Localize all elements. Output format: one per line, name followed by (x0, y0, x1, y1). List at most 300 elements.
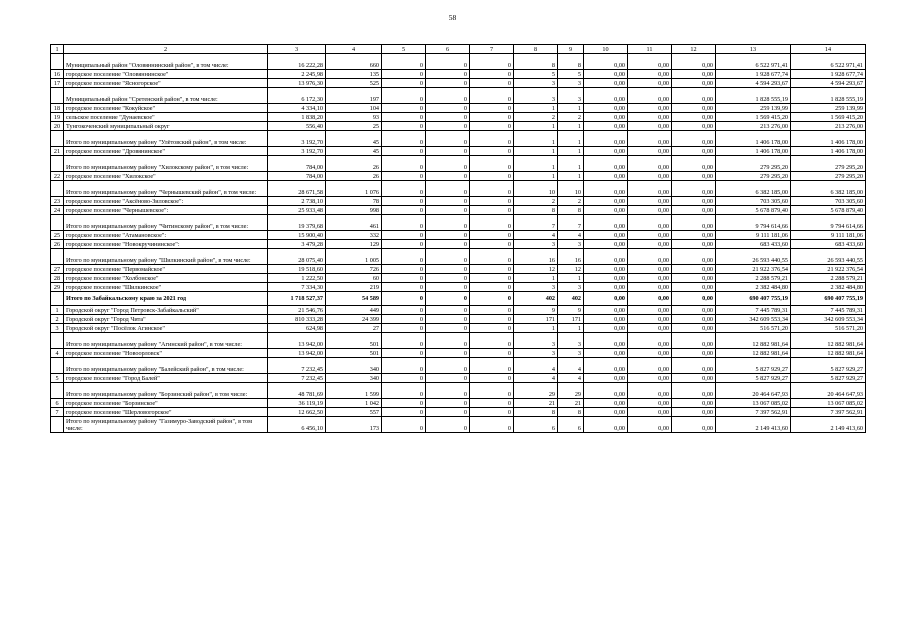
table-row (51, 240, 866, 249)
row-value: 1 (558, 172, 584, 181)
row-value: 0,00 (672, 383, 716, 399)
row-name: Итого по муниципальному району "Газимуро-Заводский район", в том числе: (64, 417, 268, 433)
row-number: 26 (51, 240, 64, 249)
row-value: 0 (470, 324, 514, 333)
row-value: 2 382 484,80 (791, 283, 866, 292)
row-name: городское поселение "Город Балей" (64, 374, 268, 383)
row-value: 0 (382, 333, 426, 349)
row-value: 7 232,45 (268, 358, 326, 374)
row-name: городское поселение "Хилокское" (64, 172, 268, 181)
row-value: 0 (426, 283, 470, 292)
row-value: 0 (426, 315, 470, 324)
column-number: 2 (64, 45, 268, 54)
row-number: 21 (51, 147, 64, 156)
row-value: 0,00 (628, 231, 672, 240)
row-value: 0 (382, 79, 426, 88)
row-value: 28 671,58 (268, 181, 326, 197)
row-value: 12 882 981,64 (716, 349, 791, 358)
row-value: 0,00 (628, 70, 672, 79)
row-value: 0 (426, 399, 470, 408)
row-value: 0,00 (672, 306, 716, 315)
row-value: 0 (470, 231, 514, 240)
row-value: 0,00 (628, 172, 672, 181)
housing-data-table (50, 44, 866, 433)
row-value: 0,00 (584, 306, 628, 315)
row-value: 0,00 (628, 333, 672, 349)
row-value: 0 (382, 417, 426, 433)
row-value: 0 (426, 408, 470, 417)
column-number: 13 (716, 45, 791, 54)
column-number: 3 (268, 45, 326, 54)
row-value: 3 (514, 349, 558, 358)
row-value: 0 (382, 147, 426, 156)
row-number: 5 (51, 374, 64, 383)
row-value: 0 (470, 131, 514, 147)
row-value: 0 (382, 122, 426, 131)
row-value: 28 075,40 (268, 249, 326, 265)
row-value: 4 334,10 (268, 104, 326, 113)
row-value: 0,00 (628, 197, 672, 206)
row-value: 0,00 (584, 181, 628, 197)
row-value: 1 (558, 131, 584, 147)
row-value: 1 (558, 122, 584, 131)
row-value: 7 (514, 215, 558, 231)
row-value: 0 (470, 206, 514, 215)
row-value: 9 111 181,06 (716, 231, 791, 240)
row-value: 0,00 (584, 240, 628, 249)
row-value: 4 (558, 358, 584, 374)
row-value: 0 (382, 383, 426, 399)
row-value: 26 (326, 156, 382, 172)
table-row (51, 156, 866, 172)
row-name: городское поселение "Кокуйское" (64, 104, 268, 113)
row-value: 0,00 (672, 274, 716, 283)
row-value: 21 922 376,54 (716, 265, 791, 274)
row-name: Итого по муниципальному району "Балейский район", в том числе: (64, 358, 268, 374)
row-value: 0,00 (628, 265, 672, 274)
table-row (51, 358, 866, 374)
row-value: 2 (514, 113, 558, 122)
row-value: 0,00 (628, 206, 672, 215)
row-value: 0 (426, 231, 470, 240)
row-value: 0 (470, 172, 514, 181)
row-value: 7 (558, 215, 584, 231)
row-value: 16 (558, 249, 584, 265)
row-value: 0,00 (628, 122, 672, 131)
row-value: 0 (426, 358, 470, 374)
row-value: 0 (426, 292, 470, 306)
row-value: 0,00 (584, 70, 628, 79)
row-value: 29 (514, 383, 558, 399)
row-value: 501 (326, 333, 382, 349)
table-row (51, 274, 866, 283)
table-row (51, 417, 866, 433)
row-value: 5 (514, 70, 558, 79)
row-value: 213 276,00 (791, 122, 866, 131)
table-row (51, 383, 866, 399)
row-value: 4 (514, 374, 558, 383)
table-row (51, 113, 866, 122)
row-value: 516 571,20 (716, 324, 791, 333)
row-value: 0 (426, 113, 470, 122)
row-value: 0,00 (628, 274, 672, 283)
table-row (51, 172, 866, 181)
row-number: 19 (51, 113, 64, 122)
row-value: 0,00 (584, 156, 628, 172)
row-value: 0 (470, 315, 514, 324)
row-value: 6 456,10 (268, 417, 326, 433)
row-value: 0,00 (672, 324, 716, 333)
row-value: 10 (514, 181, 558, 197)
row-value: 0,00 (584, 215, 628, 231)
row-value: 20 464 647,93 (716, 383, 791, 399)
row-value: 0,00 (672, 399, 716, 408)
row-name: Итого по Забайкальскому краю за 2021 год (64, 292, 268, 306)
row-value: 0,00 (584, 104, 628, 113)
row-number (51, 181, 64, 197)
table-body (51, 54, 866, 433)
row-value: 0,00 (628, 54, 672, 70)
row-name: городское поселение "Чернышевское": (64, 206, 268, 215)
row-name: Городской округ "Город Чита" (64, 315, 268, 324)
row-value: 0,00 (672, 265, 716, 274)
row-value: 13 942,00 (268, 349, 326, 358)
row-value: 0 (382, 315, 426, 324)
row-value: 197 (326, 88, 382, 104)
row-value: 5 827 929,27 (716, 374, 791, 383)
row-name: сельское поселение "Дунаевское" (64, 113, 268, 122)
row-value: 45 (326, 147, 382, 156)
row-value: 3 (514, 240, 558, 249)
row-value: 2 288 579,21 (716, 274, 791, 283)
row-value: 0,00 (672, 131, 716, 147)
row-value: 0,00 (628, 181, 672, 197)
row-value: 45 (326, 131, 382, 147)
row-value: 0,00 (628, 315, 672, 324)
row-value: 13 067 085,02 (791, 399, 866, 408)
row-value: 0 (382, 249, 426, 265)
row-name: городское поселение "Дровянинское" (64, 147, 268, 156)
row-value: 402 (558, 292, 584, 306)
row-value: 0 (382, 104, 426, 113)
row-value: 5 827 929,27 (791, 374, 866, 383)
row-value: 0,00 (672, 197, 716, 206)
row-value: 0,00 (672, 358, 716, 374)
row-value: 0,00 (672, 147, 716, 156)
row-value: 0 (470, 215, 514, 231)
row-value: 0,00 (672, 292, 716, 306)
row-number (51, 249, 64, 265)
row-value: 25 (326, 122, 382, 131)
row-value: 0 (382, 283, 426, 292)
row-value: 6 382 185,00 (791, 181, 866, 197)
row-value: 525 (326, 79, 382, 88)
row-value: 0,00 (628, 88, 672, 104)
row-value: 0 (470, 358, 514, 374)
row-value: 784,00 (268, 172, 326, 181)
row-value: 0,00 (672, 206, 716, 215)
row-value: 0 (470, 240, 514, 249)
table-row (51, 292, 866, 306)
row-value: 93 (326, 113, 382, 122)
row-value: 0 (382, 206, 426, 215)
row-value: 624,98 (268, 324, 326, 333)
row-number (51, 417, 64, 433)
row-value: 4 594 293,67 (791, 79, 866, 88)
row-number: 28 (51, 274, 64, 283)
row-value: 171 (558, 315, 584, 324)
table-row (51, 231, 866, 240)
row-value: 5 (558, 70, 584, 79)
row-value: 12 882 981,64 (716, 333, 791, 349)
row-value: 0 (470, 349, 514, 358)
row-name: городское поселение "Борзинское" (64, 399, 268, 408)
row-number: 2 (51, 315, 64, 324)
row-number (51, 88, 64, 104)
row-value: 8 (558, 408, 584, 417)
row-value: 0 (382, 215, 426, 231)
row-value: 690 407 755,19 (716, 292, 791, 306)
row-value: 6 (558, 417, 584, 433)
table-row (51, 131, 866, 147)
row-value: 0,00 (584, 88, 628, 104)
row-value: 1 (558, 156, 584, 172)
row-value: 0 (470, 283, 514, 292)
row-value: 12 662,50 (268, 408, 326, 417)
row-value: 703 305,60 (791, 197, 866, 206)
row-value: 0,00 (584, 383, 628, 399)
row-number: 3 (51, 324, 64, 333)
row-value: 0 (470, 88, 514, 104)
row-name: городское поселение "Аксёново-Зиловское": (64, 197, 268, 206)
row-value: 21 546,76 (268, 306, 326, 315)
row-value: 2 382 484,80 (716, 283, 791, 292)
row-value: 3 (558, 240, 584, 249)
row-number: 1 (51, 306, 64, 315)
row-value: 7 445 789,31 (791, 306, 866, 315)
row-value: 0 (426, 104, 470, 113)
row-value: 1 406 178,00 (716, 147, 791, 156)
row-value: 3 192,70 (268, 147, 326, 156)
row-value: 0,00 (584, 399, 628, 408)
row-value: 26 593 440,55 (716, 249, 791, 265)
row-value: 2 288 579,21 (791, 274, 866, 283)
row-value: 279 295,20 (791, 156, 866, 172)
row-value: 6 172,30 (268, 88, 326, 104)
row-value: 135 (326, 70, 382, 79)
row-value: 0 (426, 147, 470, 156)
table-row (51, 306, 866, 315)
row-value: 0,00 (672, 374, 716, 383)
row-value: 4 (514, 358, 558, 374)
row-value: 279 295,20 (791, 172, 866, 181)
row-value: 9 111 181,06 (791, 231, 866, 240)
row-value: 0,00 (672, 122, 716, 131)
row-value: 0 (426, 88, 470, 104)
row-value: 0,00 (672, 215, 716, 231)
row-value: 0,00 (584, 249, 628, 265)
row-value: 1 569 415,20 (791, 113, 866, 122)
row-value: 0 (382, 324, 426, 333)
row-name: Муниципальный район "Сретенский район", в том числе: (64, 88, 268, 104)
row-value: 5 678 879,40 (716, 206, 791, 215)
row-value: 0 (426, 274, 470, 283)
row-value: 0,00 (628, 104, 672, 113)
row-number: 16 (51, 70, 64, 79)
row-value: 1 042 (326, 399, 382, 408)
row-name: Тунгокоченский муниципальный округ (64, 122, 268, 131)
row-value: 0,00 (672, 172, 716, 181)
row-value: 0,00 (584, 197, 628, 206)
row-value: 1 838,20 (268, 113, 326, 122)
row-value: 2 149 413,60 (716, 417, 791, 433)
row-value: 332 (326, 231, 382, 240)
row-value: 0,00 (628, 408, 672, 417)
row-value: 0 (470, 181, 514, 197)
column-number: 7 (470, 45, 514, 54)
column-number: 9 (558, 45, 584, 54)
row-value: 0,00 (672, 231, 716, 240)
row-value: 1 (514, 104, 558, 113)
row-value: 0 (382, 156, 426, 172)
row-value: 0,00 (628, 374, 672, 383)
row-value: 6 (514, 417, 558, 433)
row-value: 0,00 (628, 79, 672, 88)
row-value: 27 (326, 324, 382, 333)
row-value: 0,00 (672, 156, 716, 172)
row-value: 7 334,30 (268, 283, 326, 292)
row-value: 0,00 (672, 333, 716, 349)
table-row (51, 104, 866, 113)
row-value: 19 518,60 (268, 265, 326, 274)
row-value: 1 (514, 172, 558, 181)
row-value: 0,00 (672, 104, 716, 113)
row-value: 1 (514, 324, 558, 333)
row-value: 7 232,45 (268, 374, 326, 383)
row-value: 60 (326, 274, 382, 283)
row-value: 0,00 (628, 240, 672, 249)
row-value: 4 (558, 231, 584, 240)
row-value: 7 445 789,31 (716, 306, 791, 315)
row-number (51, 292, 64, 306)
row-value: 0,00 (584, 324, 628, 333)
row-value: 4 594 293,67 (716, 79, 791, 88)
row-value: 0 (470, 306, 514, 315)
row-value: 16 222,28 (268, 54, 326, 70)
row-value: 0,00 (672, 315, 716, 324)
row-value: 0 (426, 383, 470, 399)
row-value: 683 433,60 (716, 240, 791, 249)
row-value: 3 192,70 (268, 131, 326, 147)
row-value: 6 522 971,41 (791, 54, 866, 70)
row-number: 25 (51, 231, 64, 240)
table-row (51, 265, 866, 274)
row-value: 21 (558, 399, 584, 408)
table-row (51, 349, 866, 358)
row-number (51, 156, 64, 172)
row-value: 0 (382, 172, 426, 181)
row-value: 0,00 (628, 292, 672, 306)
row-value: 0,00 (584, 265, 628, 274)
row-value: 0 (382, 292, 426, 306)
column-number: 10 (584, 45, 628, 54)
row-value: 21 922 376,54 (791, 265, 866, 274)
row-value: 0 (470, 292, 514, 306)
row-value: 0 (382, 306, 426, 315)
row-value: 0,00 (584, 79, 628, 88)
row-value: 0 (470, 374, 514, 383)
row-value: 19 379,68 (268, 215, 326, 231)
row-value: 0,00 (584, 147, 628, 156)
row-value: 259 139,99 (716, 104, 791, 113)
row-value: 0 (382, 113, 426, 122)
row-value: 342 609 553,34 (791, 315, 866, 324)
row-value: 703 305,60 (716, 197, 791, 206)
row-value: 0 (382, 181, 426, 197)
row-value: 1 (558, 324, 584, 333)
row-name: городское поселение "Новокручининское": (64, 240, 268, 249)
row-number: 18 (51, 104, 64, 113)
row-value: 26 593 440,55 (791, 249, 866, 265)
table-row (51, 206, 866, 215)
table-row (51, 249, 866, 265)
row-value: 3 479,28 (268, 240, 326, 249)
row-value: 0,00 (628, 147, 672, 156)
row-number (51, 215, 64, 231)
row-value: 0,00 (584, 315, 628, 324)
row-value: 0 (382, 231, 426, 240)
row-name: городское поселение "Ясногорское" (64, 79, 268, 88)
row-value: 12 (558, 265, 584, 274)
row-value: 0 (426, 324, 470, 333)
table-row (51, 315, 866, 324)
column-number: 5 (382, 45, 426, 54)
row-value: 78 (326, 197, 382, 206)
row-value: 15 900,40 (268, 231, 326, 240)
row-number (51, 383, 64, 399)
row-value: 810 333,28 (268, 315, 326, 324)
row-value: 0 (470, 274, 514, 283)
row-value: 0,00 (584, 408, 628, 417)
row-value: 0,00 (672, 88, 716, 104)
row-value: 3 (558, 333, 584, 349)
row-value: 8 (514, 408, 558, 417)
row-value: 2 245,98 (268, 70, 326, 79)
row-value: 21 (514, 399, 558, 408)
row-number (51, 333, 64, 349)
row-value: 0,00 (584, 283, 628, 292)
row-value: 0,00 (628, 358, 672, 374)
column-number: 12 (672, 45, 716, 54)
row-value: 0,00 (628, 324, 672, 333)
row-value: 0,00 (672, 417, 716, 433)
row-value: 0 (382, 54, 426, 70)
row-value: 0,00 (672, 349, 716, 358)
row-value: 171 (514, 315, 558, 324)
row-value: 0 (470, 122, 514, 131)
row-value: 3 (514, 333, 558, 349)
row-value: 0,00 (628, 249, 672, 265)
row-value: 2 (514, 197, 558, 206)
row-name: городское поселение "Новоорловск" (64, 349, 268, 358)
row-value: 726 (326, 265, 382, 274)
table-row (51, 122, 866, 131)
row-value: 0 (426, 70, 470, 79)
row-value: 3 (558, 283, 584, 292)
row-value: 1 599 (326, 383, 382, 399)
row-value: 1 928 677,74 (791, 70, 866, 79)
table-row (51, 399, 866, 408)
